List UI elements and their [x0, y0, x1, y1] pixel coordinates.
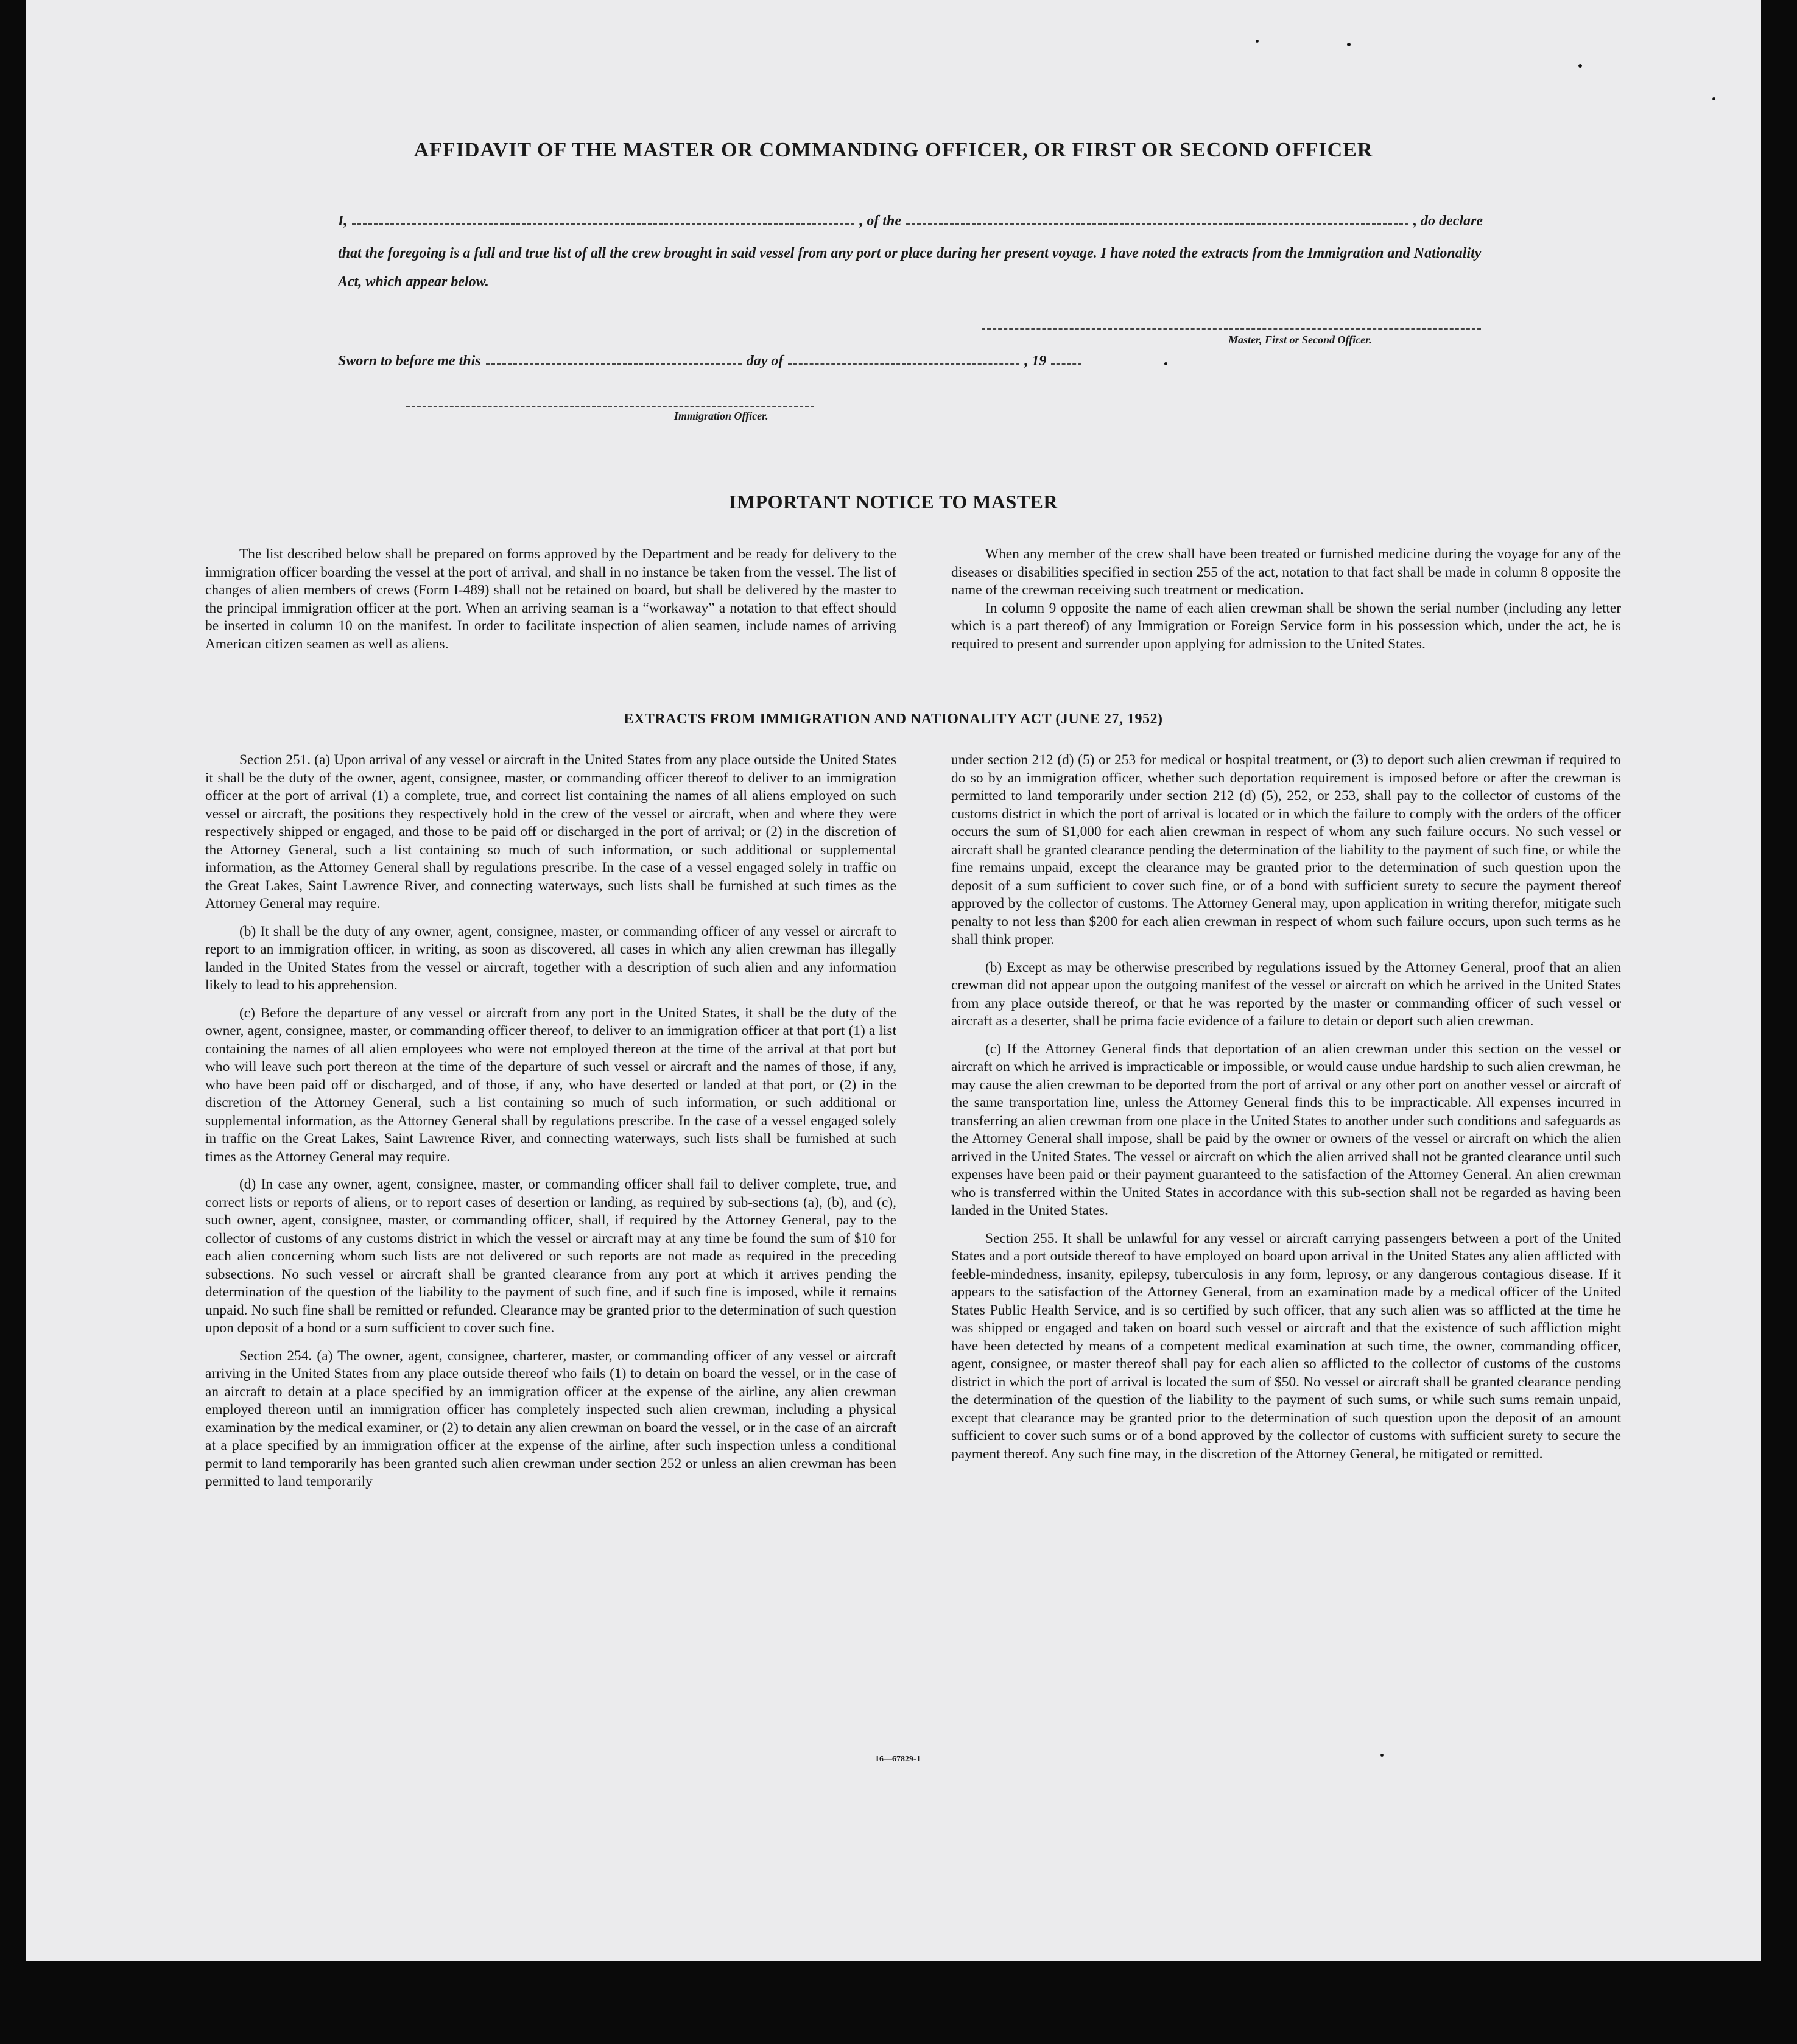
affidavit-line-1: [338, 213, 1483, 230]
affidavit-i: I,: [338, 213, 348, 229]
section-251-c: (c) Before the departure of any vessel or aircraft from any port in the United States, it shall be the duty of the owner, agent, consignee, master, or commanding officer thereof, to deliver to an immigration officer at that port (1) a list containing the names of all alien employees who were not employed thereon at the time of the arrival at that port but who will leave such port thereon at the time of the departure of such vessel or aircraft and the names of those, if any, who have been paid off or discharged, and of those, if any, who have deserted or landed at that port, or (2) in the discretion of the Attorney General, such a list containing so much of such information, or such additional or supplemental information, as the Attorney General shall by regulations prescribe. In the case of a vessel engaged solely in traffic on the Great Lakes, Saint Lawrence River, and connecting waterways, such lists shall be furnished at such times as the Attorney General may require.: [205, 1005, 896, 1165]
affidavit-declaration: that the foregoing is a full and true list of all the crew brought in said vessel from any port or place during her present voyage. I have noted the extracts from the Immigration and Nationality Act, which appear below.: [338, 245, 1482, 290]
notice-right-paragraph-2: In column 9 opposite the name of each alien crewman shall be shown the serial number (including any letter which is a part thereof) of any Immigration or Foreign Service form in his possession which, under the act, he is required to present and surrender upon applying for admission to the United States.: [951, 600, 1621, 652]
section-255: Section 255. It shall be unlawful for any vessel or aircraft carrying passengers between a port of the United States and a port outside thereof to have employed on board upon arrival in the United States any alien afflicted with feeble-mindedness, insanity, epilepsy, tuberculosis in any form, leprosy, or any dangerous contagious disease. If it appears to the satisfaction of the Attorney General, from an examination made by a medical officer of the United States Public Health Service, and is so certified by such officer, that any such alien was so afflicted at the time he was shipped or engaged and taken on board such vessel or aircraft and that the existence of such affliction might have been detected by means of a competent medical examination at such time, the owner, commanding officer, agent, consignee, or master thereof shall pay for each alien so afflicted to the collector of customs of the customs district in which the port of arrival is located the sum of $50. No vessel or aircraft shall be granted clearance pending the determination of the question of the liability to the payment of such sums, or while such sums remain unpaid, except that clearance may be granted prior to the determination of such question upon the deposit of an amount sufficient to cover such sums or of a bond approved by the collector of customs with sufficient surety to secure the payment thereof. Any such fine may, in the discretion of the Attorney General, be mitigated or remitted.: [951, 1230, 1621, 1462]
officer-signature-label: Immigration Officer.: [674, 410, 768, 422]
vessel-blank: [906, 223, 1408, 225]
extracts-title: EXTRACTS FROM IMMIGRATION AND NATIONALITY ACT (JUNE 27, 1952): [624, 711, 1163, 727]
affidavit-title: AFFIDAVIT OF THE MASTER OR COMMANDING OFFICER, OR FIRST OR SECOND OFFICER: [413, 139, 1373, 161]
form-page: [26, 0, 1761, 1961]
master-signature-line: [982, 328, 1481, 330]
sworn-day-blank: [486, 363, 742, 365]
extracts-left-column: [205, 751, 896, 1491]
sworn-text: Sworn to before me this: [338, 353, 481, 369]
speck: [1712, 97, 1715, 100]
form-number: 16—67829-1: [875, 1755, 921, 1764]
sworn-month-blank: [788, 363, 1019, 365]
section-251-b: (b) It shall be the duty of any owner, agent, consignee, master, or commanding officer of any vessel or aircraft to report to an immigration officer, in writing, as soon as discovered, all cases in which any alien crewman has illegally landed in the United States from the vessel or aircraft, together with a description of such alien and any information likely to lead to his apprehension.: [205, 923, 896, 993]
notice-right-column: [951, 546, 1621, 653]
sworn-year-blank: [1051, 363, 1081, 365]
sworn-line: [338, 353, 1190, 370]
section-254-c: (c) If the Attorney General finds that deportation of an alien crewman under this section on the vessel or aircraft on which he arrived is impracticable or impossible, or would cause undue hardship to such alien crewman, he may cause the alien crewman to be deported from the port of arrival or any other port on another vessel or aircraft of the same transportation line, unless the Attorney General finds this to be impracticable. All expenses incurred in transferring an alien crewman from one place in the United States to another under such conditions and safeguards as the Attorney General shall impose, shall be paid by the owner or owners of the vessel or aircraft on which the alien arrived in the United States. The vessel or aircraft on which the alien arrived shall not be granted clearance until such expenses have been paid or their payment guaranteed to the satisfaction of the Attorney General. An alien crewman who is transferred within the United States in accordance with this sub-section shall not be regarded as having been landed in the United States.: [951, 1041, 1621, 1218]
affidavit-of-the: , of the: [859, 213, 902, 229]
officer-signature-line: [406, 405, 814, 407]
notice-left-column: [205, 546, 896, 653]
notice-right-paragraph-1: When any member of the crew shall have been treated or furnished medicine during the voyage for any of the diseases or disabilities specified in section 255 of the act, notation to that fact shall be made in column 8 opposite the name of the crewman receiving such treatment or medication.: [951, 546, 1621, 598]
speck: [1256, 40, 1259, 43]
section-251-d: (d) In case any owner, agent, consignee, master, or commanding officer shall fail to deliver complete, true, and correct lists or reports of aliens, or to report cases of desertion or landing, as required by sub-sections (a), (b), and (c), such owner, agent, consignee, master, or commanding officer, shall, if required by the Attorney General, pay to the collector of customs of any customs district in which the vessel or aircraft may at any time be found the sum of $10 for each alien concerning whom such lists are not delivered or such reports are not made as required in the preceding subsections. No such vessel or aircraft shall be granted clearance from any port at which it arrives pending the determination of the question of the liability to the payment of such fine, and if such fine is imposed, while it remains unpaid. No such fine shall be remitted or refunded. Clearance may be granted prior to the determination of such question upon deposit of a bond or a sum sufficient to cover such fine.: [205, 1176, 896, 1336]
section-251-a: Section 251. (a) Upon arrival of any vessel or aircraft in the United States from any place outside the United States it shall be the duty of the owner, agent, consignee, master, or commanding officer thereof to deliver to an immigration officer at the port of arrival (1) a complete, true, and correct list containing the names of all aliens employed on such vessel or aircraft, the positions they respectively hold in the crew of the vessel or aircraft, when and where they were respectively shipped or engaged, and those to be paid off or discharged in the port of arrival; or (2) in the discretion of the Attorney General, such a list containing so much of such information, or such additional or supplemental information, as the Attorney General shall by regulations prescribe. In the case of a vessel engaged solely in traffic on the Great Lakes, Saint Lawrence River, and connecting waterways, such lists shall be furnished at such times as the Attorney General may require.: [205, 752, 896, 911]
notice-title: IMPORTANT NOTICE TO MASTER: [728, 491, 1058, 513]
sworn-year: , 19: [1024, 353, 1047, 369]
speck: [1380, 1754, 1384, 1757]
sworn-day-of: day of: [746, 353, 784, 369]
speck: [1347, 43, 1351, 46]
master-signature-label: Master, First or Second Officer.: [1228, 334, 1372, 346]
speck: [1578, 64, 1582, 68]
speck: [1164, 362, 1167, 365]
section-254-a-cont: under section 212 (d) (5) or 253 for medical or hospital treatment, or (3) to deport such alien crewman if required to do so by an immigration officer, whether such deportation requirement is imposed before or after the crewman is permitted to land temporarily under section 212 (d) (5), 252, or 253, shall pay to the collector of customs of the customs district in which the port of arrival is located or in which the failure to comply with the orders of the officer occurs the sum of $1,000 for each alien crewman in respect of whom any such failure occurs. No such vessel or aircraft shall be granted clearance pending the determination of the liability to the payment of such fine, or while the fine remains unpaid, except the clearance may be granted prior to the determination of such question upon the deposit of a sum sufficient to cover such fine, or of a bond with sufficient surety to secure the payment thereof approved by the collector of customs. The Attorney General may, upon application in writing therefor, mitigate such penalty to not less than $200 for each alien crewman in respect of whom such failure occurs, upon such terms as he shall think proper.: [951, 752, 1621, 947]
name-blank: [352, 223, 854, 225]
notice-left-paragraph: The list described below shall be prepared on forms approved by the Department and be ready for delivery to the immigration officer boarding the vessel at the port of arrival, and shall in no instance be taken from the vessel. The list of changes of alien members of crews (Form I-489) shall not be retained on board, but shall be delivered by the master to the principal immigration officer at the port. When an arriving seaman is a “workaway” a notation to that effect should be inserted in column 10 on the manifest. In order to facilitate inspection of alien seamen, include names of arriving American citizen seamen as well as aliens.: [205, 546, 896, 652]
extracts-right-column: [951, 751, 1621, 1463]
section-254-a: Section 254. (a) The owner, agent, consignee, charterer, master, or commanding officer of any vessel or aircraft arriving in the United States from any place outside thereof who fails (1) to detain on board the vessel, or in the case of an aircraft to detain at a place specified by an immigration officer at the expense of the airline, any alien crewman employed thereon until an immigration officer has completely inspected such alien crewman, including a physical examination by the medical examiner, or (2) to detain any alien crewman on board the vessel, or in the case of an aircraft at a place specified by an immigration officer at the expense of the airline, after such inspection unless a conditional permit to land temporarily has been granted such alien crewman under section 252 or unless an alien crewman has been permitted to land temporarily: [205, 1347, 896, 1489]
section-254-b: (b) Except as may be otherwise prescribed by regulations issued by the Attorney General, proof that an alien crewman did not appear upon the outgoing manifest of the vessel or aircraft on which he arrived in the United States from any place outside thereof, or that he was reported by the master or commanding officer of such vessel or aircraft as a deserter, shall be prima facie evidence of a failure to detain or deport such alien crewman.: [951, 959, 1621, 1029]
affidavit-declare: , do declare: [1413, 213, 1483, 229]
